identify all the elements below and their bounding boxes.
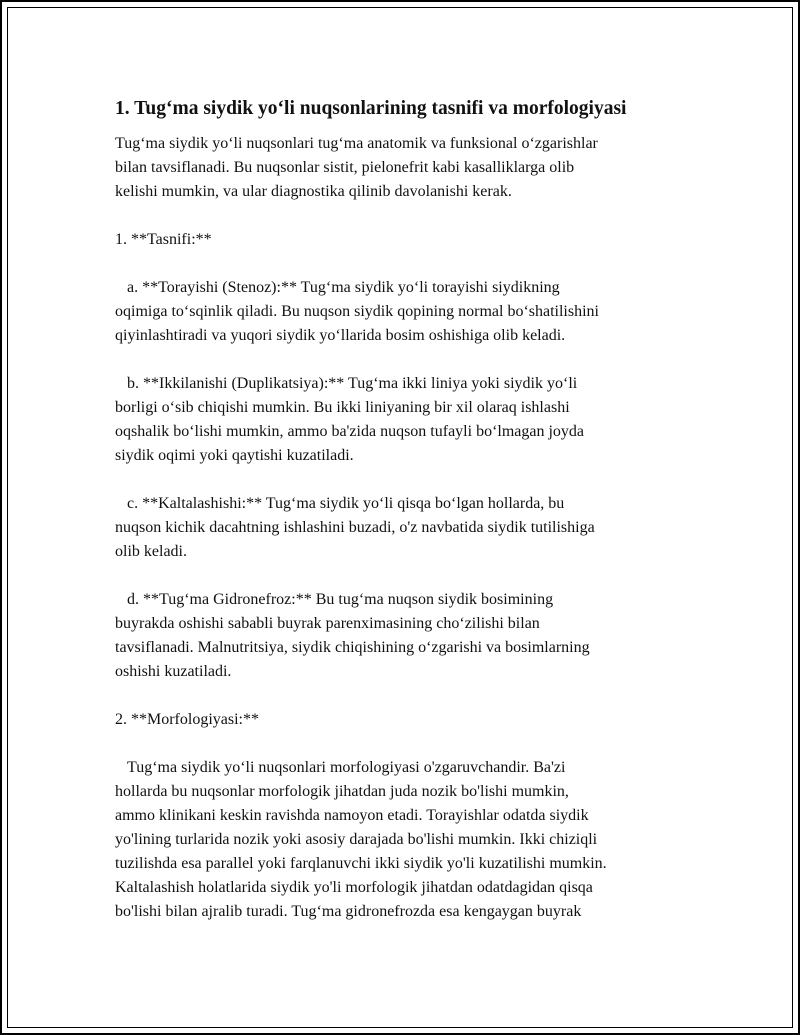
morphology-line: Kaltalashish holatlarida siydik yo'li morfologik jihatdan odatdagidan qisqa xyxy=(115,879,593,896)
intro-line: bilan tavsiflanadi. Bu nuqsonlar sistit, pielonefrit kabi kasalliklarga olib xyxy=(115,159,575,176)
item-b-line: oqshalik bo‘lishi mumkin, ammo ba'zida nuqson tufayli bo‘lmagan joyda xyxy=(115,423,585,440)
intro-line: Tug‘ma siydik yo‘li nuqsonlari tug‘ma anatomik va funksional o‘zgarishlar xyxy=(115,135,598,152)
item-b-line: b. **Ikkilanishi (Duplikatsiya):** Tug‘ma ikki liniya yoki siydik yo‘li xyxy=(115,375,578,392)
item-d-line: oshishi kuzatiladi. xyxy=(115,663,232,680)
paragraph-gap xyxy=(115,684,695,708)
item-a-line: a. **Torayishi (Stenoz):** Tug‘ma siydik yo‘li torayishi siydikning xyxy=(115,279,560,296)
document-body xyxy=(115,96,695,924)
morphology-line: hollarda bu nuqsonlar morfologik jihatdan juda nozik bo'lishi mumkin, xyxy=(115,783,569,800)
document-title: 1. Tug‘ma siydik yo‘li nuqsonlarining tasnifi va morfologiyasi xyxy=(115,98,627,119)
item-d-line: d. **Tug‘ma Gidronefroz:** Bu tug‘ma nuqson siydik bosimining xyxy=(115,591,554,608)
item-b-line: borligi o‘sib chiqishi mumkin. Bu ikki liniyaning bir xil olaraq ishlashi xyxy=(115,399,570,416)
item-a-line: qiyinlashtiradi va yuqori siydik yo‘llarida bosim oshishiga olib keladi. xyxy=(115,327,566,344)
paragraph-gap xyxy=(115,252,695,276)
paragraph-gap xyxy=(115,564,695,588)
paragraph-gap xyxy=(115,348,695,372)
section-heading-tasnifi: 1. **Tasnifi:** xyxy=(115,231,212,248)
paragraph-gap xyxy=(115,468,695,492)
item-c-line: c. **Kaltalashishi:** Tug‘ma siydik yo‘li qisqa bo‘lgan hollarda, bu xyxy=(115,495,565,512)
item-c-line: olib keladi. xyxy=(115,543,187,560)
item-d-line: tavsiflanadi. Malnutritsiya, siydik chiqishining o‘zgarishi va bosimlarning xyxy=(115,639,590,656)
item-a-line: oqimiga to‘sqinlik qiladi. Bu nuqson siydik qopining normal bo‘shatilishini xyxy=(115,303,599,320)
item-b-line: siydik oqimi yoki qaytishi kuzatiladi. xyxy=(115,447,354,464)
intro-line: kelishi mumkin, va ular diagnostika qilinib davolanishi kerak. xyxy=(115,183,512,200)
paragraph-gap xyxy=(115,732,695,756)
morphology-line: ammo klinikani keskin ravishda namoyon etadi. Torayishlar odatda siydik xyxy=(115,807,589,824)
morphology-line: bo'lishi bilan ajralib turadi. Tug‘ma gidronefrozda esa kengaygan buyrak xyxy=(115,903,582,920)
item-d-line: buyrakda oshishi sababli buyrak parenximasining cho‘zilishi bilan xyxy=(115,615,540,632)
morphology-line: yo'lining turlarida nozik yoki asosiy darajada bo'lishi mumkin. Ikki chiziqli xyxy=(115,831,598,848)
paragraph-gap xyxy=(115,204,695,228)
morphology-line: tuzilishda esa parallel yoki farqlanuvchi ikki siydik yo'li kuzatilishi mumkin. xyxy=(115,855,607,872)
morphology-line: Tug‘ma siydik yo‘li nuqsonlari morfologiyasi o'zgaruvchandir. Ba'zi xyxy=(115,759,566,776)
item-c-line: nuqson kichik dacahtning ishlashini buzadi, o'z navbatida siydik tutilishiga xyxy=(115,519,595,536)
section-heading-morfologiyasi: 2. **Morfologiyasi:** xyxy=(115,711,259,728)
